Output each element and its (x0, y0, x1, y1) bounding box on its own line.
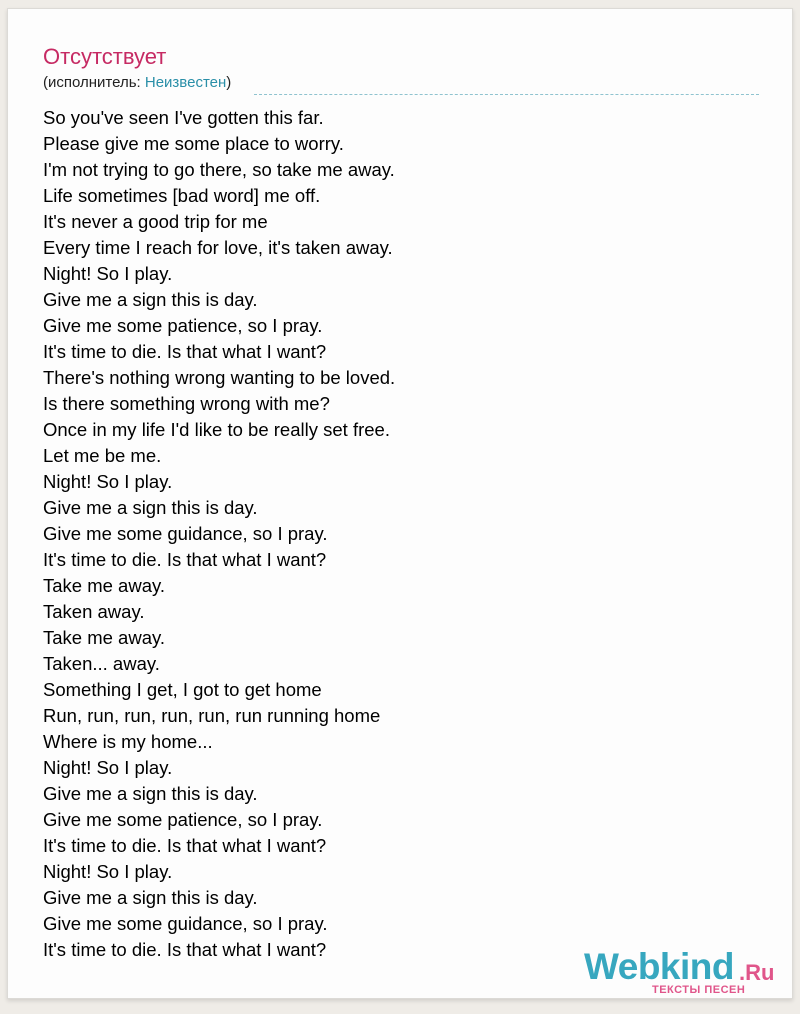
lyric-line: Night! So I play. (43, 757, 173, 778)
lyric-line: It's time to die. Is that what I want? (43, 341, 327, 362)
divider (254, 94, 759, 95)
artist-prefix: (исполнитель: (43, 74, 145, 91)
lyric-line: Life sometimes [bad word] me off. (43, 185, 321, 206)
lyric-line: Give me some patience, so I pray. (43, 315, 323, 336)
lyric-line: Run, run, run, run, run, run running home (43, 705, 381, 726)
lyric-line: It's time to die. Is that what I want? (43, 835, 327, 856)
lyric-line: Is there something wrong with me? (43, 393, 330, 414)
lyric-line: Take me away. (43, 627, 166, 648)
lyrics-page (7, 8, 793, 999)
lyric-line: Give me some guidance, so I pray. (43, 913, 328, 934)
lyric-line: Give me a sign this is day. (43, 289, 258, 310)
artist-suffix: ) (226, 74, 232, 91)
lyric-line: It's never a good trip for me (43, 211, 268, 232)
lyric-line: Please give me some place to worry. (43, 133, 344, 154)
artist-link[interactable]: Неизвестен (144, 74, 227, 91)
logo-tld: .Ru (739, 960, 775, 985)
lyric-line: Give me some patience, so I pray. (43, 809, 323, 830)
lyric-line: Taken away. (43, 601, 145, 622)
lyric-line: Let me be me. (43, 445, 162, 466)
lyric-line: Night! So I play. (43, 263, 173, 284)
lyrics-list (43, 105, 395, 963)
lyric-line: Night! So I play. (43, 861, 173, 882)
lyric-line: It's time to die. Is that what I want? (43, 549, 327, 570)
logo-name: Webkind (584, 946, 734, 987)
lyric-line: Taken... away. (43, 653, 160, 674)
lyric-line: Give me a sign this is day. (43, 783, 258, 804)
lyric-line: Night! So I play. (43, 471, 173, 492)
lyric-line: Give me a sign this is day. (43, 497, 258, 518)
lyric-line: Something I get, I got to get home (43, 679, 322, 700)
lyric-line: So you've seen I've gotten this far. (43, 107, 324, 128)
lyric-line: Give me a sign this is day. (43, 887, 258, 908)
lyric-line: There's nothing wrong wanting to be loved. (43, 367, 396, 388)
lyric-line: Take me away. (43, 575, 166, 596)
artist-line (43, 74, 231, 92)
lyric-line: Where is my home... (43, 731, 213, 752)
lyric-line: I'm not trying to go there, so take me away. (43, 159, 395, 180)
lyric-line: Give me some guidance, so I pray. (43, 523, 328, 544)
lyric-line: It's time to die. Is that what I want? (43, 939, 327, 960)
lyric-line: Every time I reach for love, it's taken away. (43, 237, 393, 258)
logo-tagline: ТЕКСТЫ ПЕСЕН (652, 984, 746, 996)
lyric-line: Once in my life I'd like to be really set free. (43, 419, 390, 440)
song-title: Отсутствует (43, 44, 167, 69)
webkind-logo[interactable] (584, 945, 784, 995)
